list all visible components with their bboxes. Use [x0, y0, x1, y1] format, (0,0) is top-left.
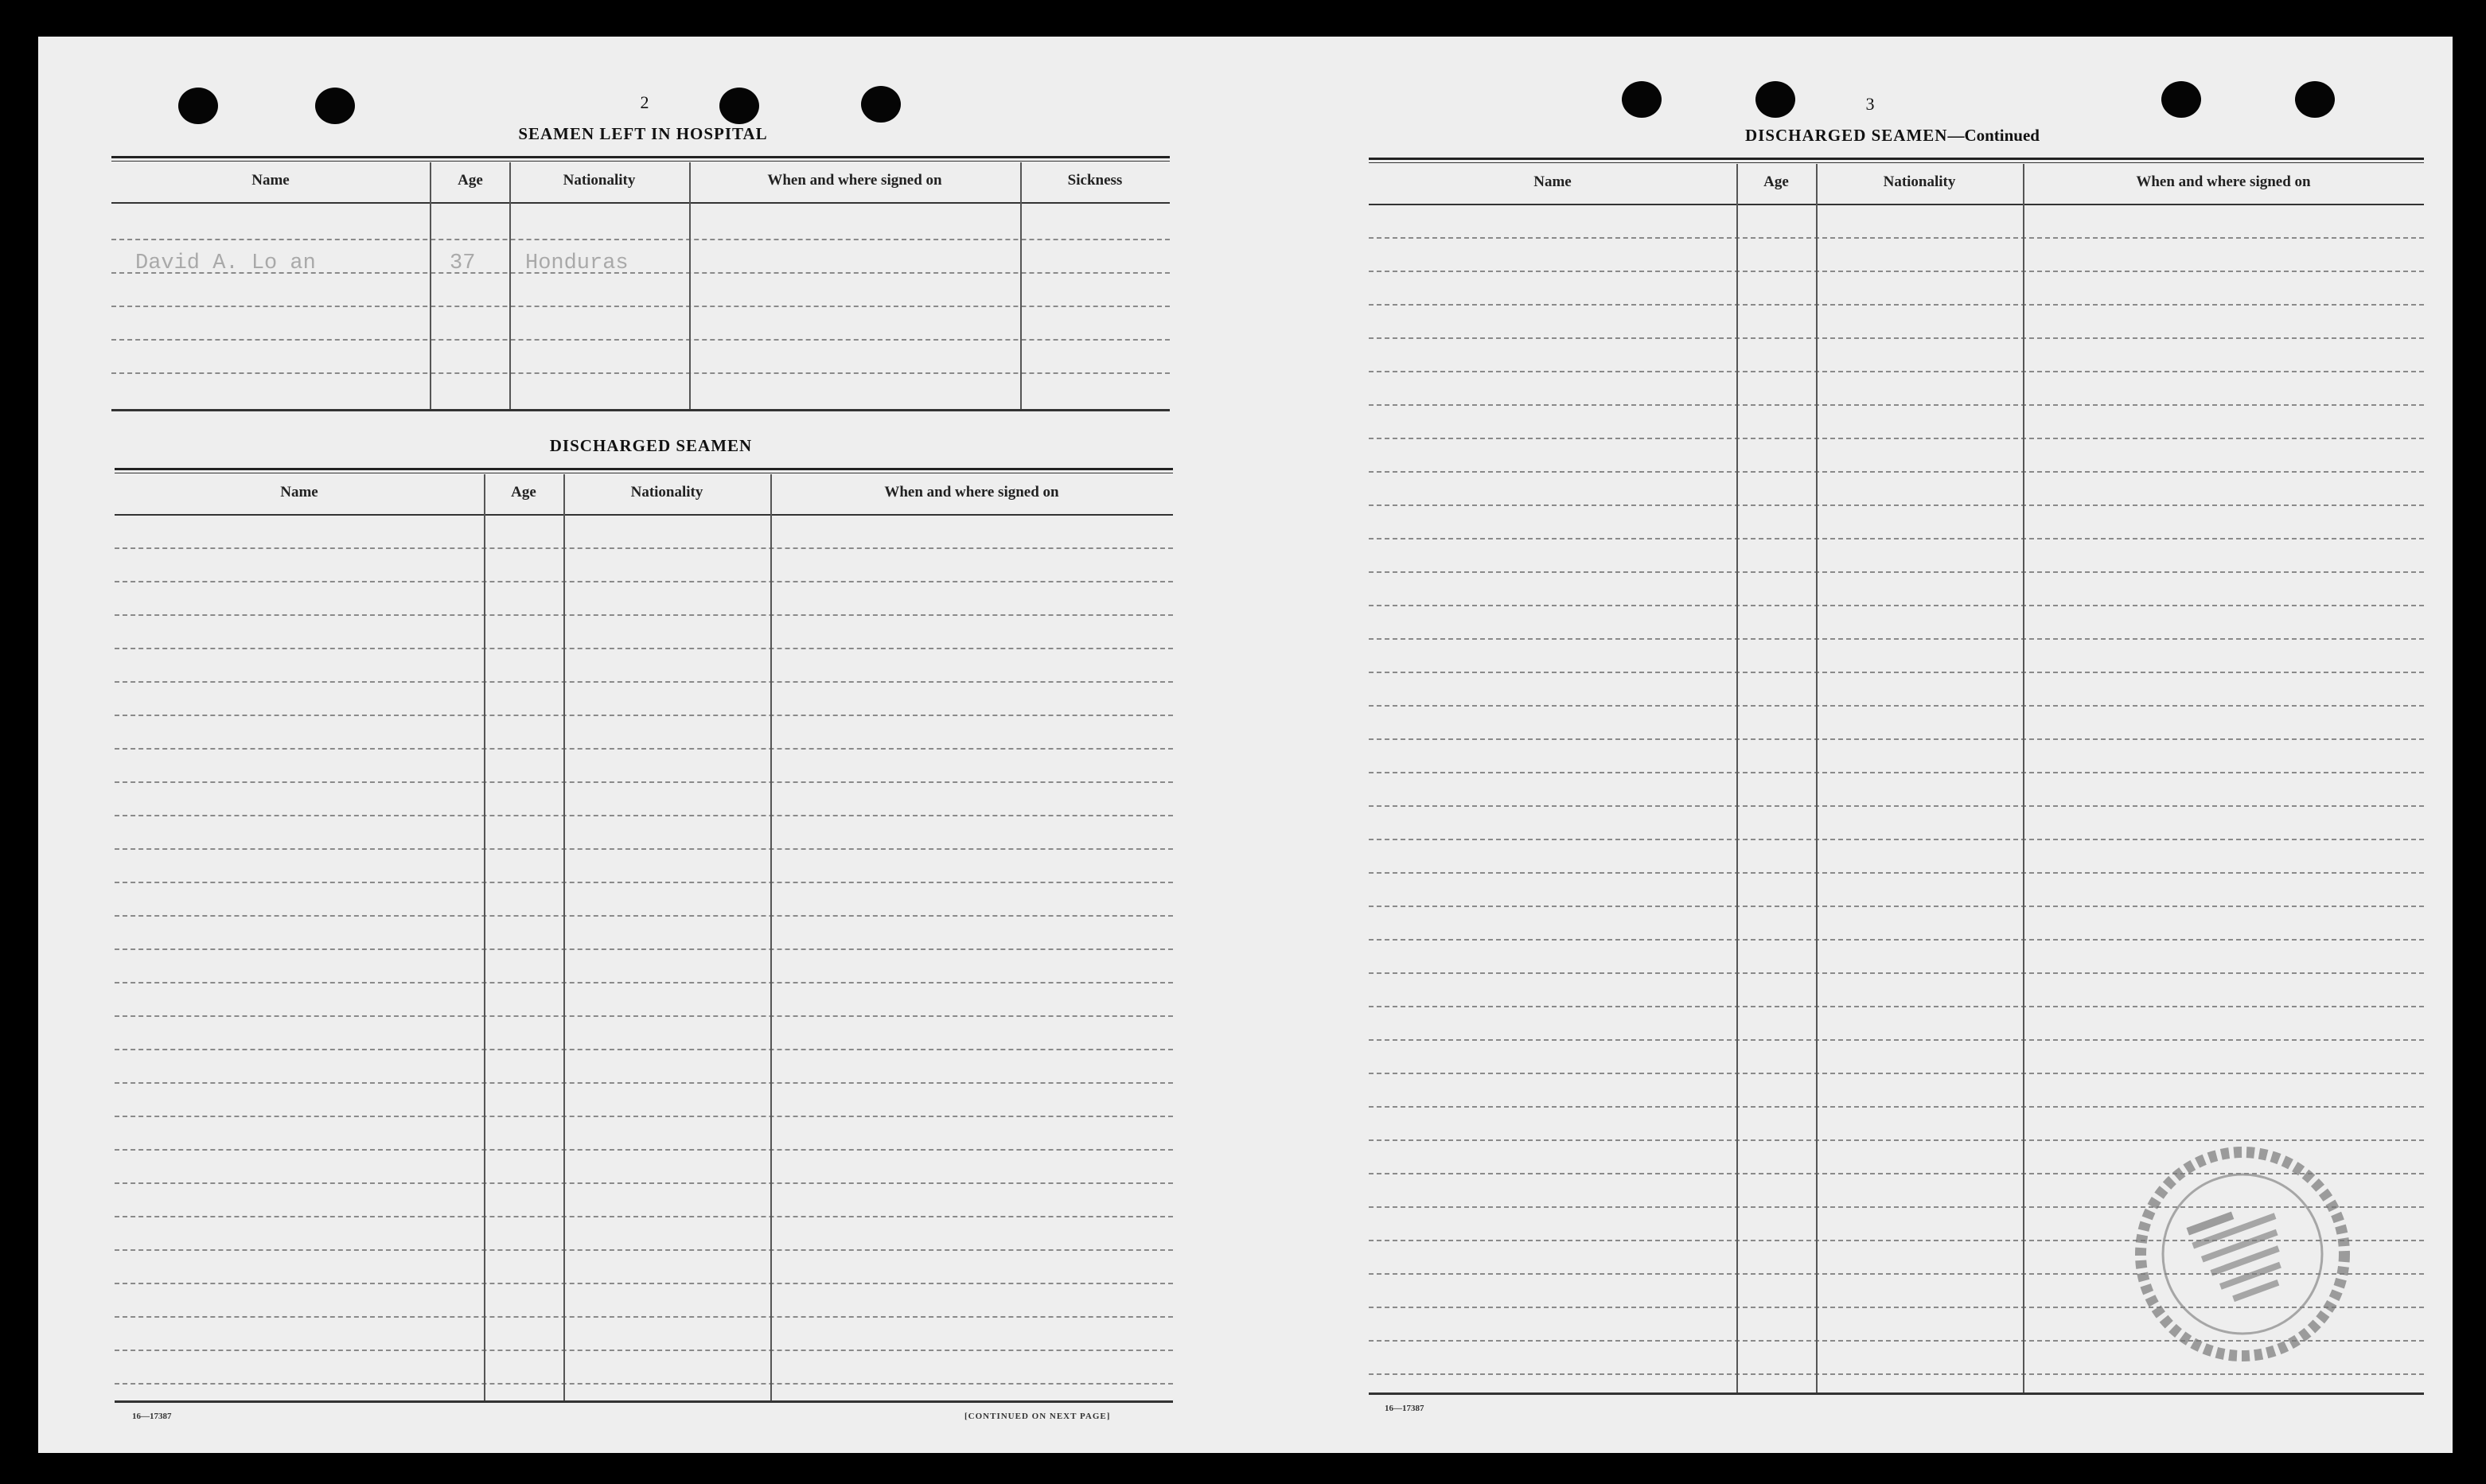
table-rule — [111, 156, 1170, 158]
table-row — [115, 1116, 1173, 1117]
table-row — [115, 748, 1173, 750]
table-row — [115, 1283, 1173, 1284]
table-row — [115, 1249, 1173, 1251]
table-row — [1369, 738, 2424, 740]
hospital-name-cell: David A. Lo an — [135, 251, 316, 275]
header-underline — [111, 202, 1170, 204]
table-row — [115, 1316, 1173, 1318]
column-divider — [1020, 162, 1022, 409]
table-row — [1369, 1106, 2424, 1108]
table-row — [1369, 471, 2424, 473]
punch-hole — [1755, 81, 1795, 118]
punch-hole — [1622, 81, 1662, 118]
table-rule — [111, 161, 1170, 162]
page-number: 3 — [1865, 94, 1875, 114]
hospital-section-title: SEAMEN LEFT IN HOSPITAL — [518, 124, 768, 143]
title-suffix: —Continued — [1947, 126, 2040, 145]
col-header-age: Age — [1763, 173, 1789, 190]
table-row — [1369, 872, 2424, 874]
table-row — [115, 1149, 1173, 1151]
column-divider — [509, 162, 511, 409]
table-bottom-rule — [111, 409, 1170, 411]
column-divider — [1816, 164, 1818, 1392]
form-number: 16—17387 — [132, 1412, 172, 1421]
right-page — [1248, 37, 2453, 1453]
table-row — [1369, 1039, 2424, 1041]
hospital-table — [111, 156, 1170, 458]
punch-hole — [178, 88, 218, 124]
col-header-signed-on: When and where signed on — [884, 484, 1059, 501]
table-rule — [1369, 162, 2424, 163]
discharged-table — [115, 468, 1173, 1415]
col-header-name: Name — [280, 484, 318, 501]
column-divider — [2023, 164, 2024, 1392]
table-row — [115, 1182, 1173, 1184]
table-row — [1369, 404, 2424, 406]
table-row — [1369, 337, 2424, 339]
page-number: 2 — [640, 92, 649, 112]
table-row — [1369, 1373, 2424, 1375]
table-row — [115, 815, 1173, 816]
table-bottom-rule — [115, 1400, 1173, 1403]
table-row — [111, 306, 1170, 307]
table-row — [115, 681, 1173, 683]
punch-hole — [315, 88, 355, 124]
table-row — [1369, 906, 2424, 907]
postmark-stamp — [2123, 1135, 2362, 1373]
col-header-name: Name — [251, 172, 290, 189]
col-header-signed-on: When and where signed on — [2136, 173, 2311, 190]
table-row — [115, 1383, 1173, 1385]
table-row — [1369, 772, 2424, 773]
table-row — [115, 581, 1173, 582]
table-row — [1369, 638, 2424, 640]
column-divider — [484, 474, 485, 1400]
col-header-age: Age — [511, 484, 536, 501]
hospital-age-cell: 37 — [450, 251, 476, 275]
table-row — [1369, 605, 2424, 606]
table-row — [1369, 672, 2424, 673]
column-divider — [770, 474, 772, 1400]
table-row — [1369, 304, 2424, 306]
col-header-nationality: Nationality — [1883, 173, 1956, 190]
table-row — [115, 648, 1173, 649]
table-row — [115, 1015, 1173, 1017]
punch-hole — [719, 88, 759, 124]
table-row — [1369, 271, 2424, 272]
table-row — [1369, 438, 2424, 439]
table-row — [1369, 571, 2424, 573]
table-bottom-rule — [1369, 1392, 2424, 1395]
discharged-continued-title — [1693, 126, 2091, 146]
table-row — [1369, 538, 2424, 539]
table-row — [111, 339, 1170, 341]
column-divider — [1736, 164, 1738, 1392]
column-divider — [689, 162, 691, 409]
table-row — [111, 372, 1170, 374]
col-header-signed-on: When and where signed on — [767, 172, 942, 189]
table-row — [115, 715, 1173, 716]
col-header-name: Name — [1533, 173, 1572, 190]
table-row — [111, 239, 1170, 240]
table-rule — [115, 468, 1173, 470]
punch-hole — [861, 86, 901, 123]
column-divider — [563, 474, 565, 1400]
table-row — [115, 1216, 1173, 1217]
table-row — [115, 781, 1173, 783]
left-page — [38, 37, 1232, 1453]
table-row — [115, 614, 1173, 616]
table-row — [115, 982, 1173, 983]
continued-note: [CONTINUED ON NEXT PAGE] — [964, 1412, 1111, 1421]
table-row — [115, 848, 1173, 850]
table-row — [115, 1082, 1173, 1084]
table-row — [1369, 504, 2424, 506]
table-row — [1369, 805, 2424, 807]
title-text: DISCHARGED SEAMEN — [1745, 126, 1948, 145]
table-row — [1369, 839, 2424, 840]
table-row — [115, 1350, 1173, 1351]
table-row — [1369, 237, 2424, 239]
form-number: 16—17387 — [1385, 1404, 1424, 1413]
punch-hole — [2161, 81, 2201, 118]
table-row — [1369, 1073, 2424, 1074]
table-row — [115, 1049, 1173, 1050]
header-underline — [115, 514, 1173, 516]
table-row — [115, 547, 1173, 549]
discharged-section-title: DISCHARGED SEAMEN — [549, 436, 753, 455]
col-header-sickness: Sickness — [1067, 172, 1123, 189]
table-row — [1369, 1006, 2424, 1007]
col-header-age: Age — [458, 172, 483, 189]
header-underline — [1369, 204, 2424, 205]
table-row — [1369, 705, 2424, 707]
punch-hole — [2295, 81, 2335, 118]
table-row — [1369, 972, 2424, 974]
document-sheet — [38, 37, 2453, 1453]
table-rule — [1369, 158, 2424, 160]
col-header-nationality: Nationality — [563, 172, 636, 189]
table-row — [1369, 371, 2424, 372]
table-row — [115, 882, 1173, 883]
column-divider — [430, 162, 431, 409]
col-header-nationality: Nationality — [630, 484, 703, 501]
table-row — [115, 915, 1173, 917]
table-row — [115, 948, 1173, 950]
hospital-nationality-cell: Honduras — [525, 251, 629, 275]
table-row — [1369, 939, 2424, 941]
